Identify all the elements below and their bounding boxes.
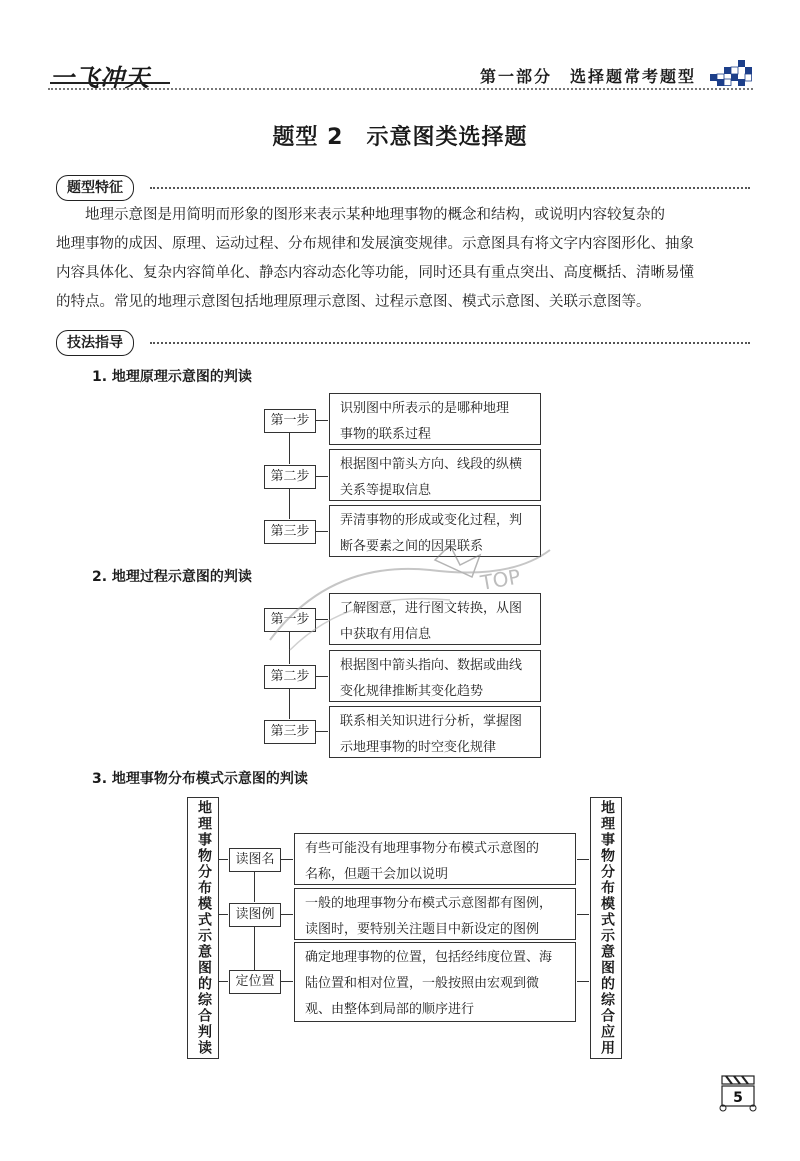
desc-line: 变化规律推断其变化趋势 [340, 684, 484, 699]
paragraph-line: 地理事物的成因、原理、运动过程、分布规律和发展演变规律。示意图具有将文字内容图形化、抽象 [56, 236, 694, 252]
step-box-read-legend: 读图例 [229, 903, 281, 927]
section-dots [150, 187, 750, 189]
step-description-3 [329, 706, 541, 758]
connector-line [577, 914, 589, 915]
section-label-guide: 技法指导 [56, 330, 134, 356]
subsection-title-1: 1. 地理原理示意图的判读 [92, 369, 252, 385]
desc-line: 弄清事物的形成或变化过程，判 [340, 513, 523, 528]
desc-line: 有些可能没有地理事物分布模式示意图的 [305, 841, 540, 856]
connector-line [316, 420, 328, 421]
connector-line [254, 870, 255, 902]
desc-line: 观、由整体到局部的顺序进行 [305, 1002, 475, 1017]
connector-line [577, 981, 589, 982]
connector-line [316, 476, 328, 477]
step-box-1: 第一步 [264, 409, 316, 433]
page-title: 题型 2 示意图类选择题 [272, 125, 528, 150]
connector-line [289, 432, 290, 464]
desc-line: 确定地理事物的位置，包括经纬度位置、海 [305, 950, 553, 965]
step-description-2 [329, 449, 541, 501]
connector-line [281, 914, 293, 915]
watermark-text: TOP [478, 564, 523, 595]
subsection-title-3: 3. 地理事物分布模式示意图的判读 [92, 771, 308, 787]
connector-line [316, 676, 328, 677]
desc-line: 名称，但题干会加以说明 [305, 867, 449, 882]
step-box-read-title: 读图名 [229, 848, 281, 872]
step-description-read-title [294, 833, 576, 885]
desc-line: 关系等提取信息 [340, 483, 432, 498]
desc-line: 断各要素之间的因果联系 [340, 539, 484, 554]
paragraph-line: 地理示意图是用简明而形象的图形来表示某种地理事物的概念和结构，或说明内容较复杂的 [56, 207, 665, 223]
desc-line: 一般的地理事物分布模式示意图都有图例， [305, 896, 553, 911]
checker-icon [708, 60, 752, 86]
connector-line [281, 859, 293, 860]
page-number-badge [718, 1072, 758, 1112]
desc-line: 读图时，要特别关注题目中新设定的图例 [305, 922, 540, 937]
paragraph-line: 内容具体化、复杂内容简单化、静态内容动态化等功能，同时还具有重点突出、高度概括、清晰易懂 [56, 265, 694, 281]
step-description-1 [329, 393, 541, 445]
section-header: 第一部分 选择题常考题型 [480, 67, 697, 86]
step-box-2: 第二步 [264, 465, 316, 489]
section-dots [150, 342, 750, 344]
brand-logo-text: 一飞冲天 [50, 64, 150, 92]
desc-line: 了解图意，进行图文转换，从图 [340, 601, 523, 616]
desc-line: 事物的联系过程 [340, 427, 432, 442]
subsection-title-2: 2. 地理过程示意图的判读 [92, 569, 252, 585]
watermark-logo [250, 540, 570, 670]
header-divider [48, 88, 753, 90]
desc-line: 识别图中所表示的是哪种地理 [340, 401, 510, 416]
step-box-1: 第一步 [264, 608, 316, 632]
connector-line [289, 487, 290, 519]
desc-line: 联系相关知识进行分析，掌握图 [340, 714, 523, 729]
desc-line: 中获取有用信息 [340, 627, 432, 642]
section-label-features: 题型特征 [56, 175, 134, 201]
step-description-locate [294, 942, 576, 1022]
desc-line: 陆位置和相对位置，一般按照由宏观到微 [305, 976, 540, 991]
step-description-read-legend [294, 888, 576, 940]
connector-line [219, 981, 228, 982]
left-vertical-label: 地理事物分布模式示意图的综合判读 [187, 797, 219, 1059]
connector-line [281, 981, 293, 982]
connector-line [219, 859, 228, 860]
desc-line: 示地理事物的时空变化规律 [340, 740, 497, 755]
step-box-2: 第二步 [264, 665, 316, 689]
desc-line: 根据图中箭头指向、数据或曲线 [340, 658, 523, 673]
connector-line [577, 859, 589, 860]
right-vertical-label: 地理事物分布模式示意图的综合应用 [590, 797, 622, 1059]
page-number: 5 [733, 1090, 743, 1106]
step-box-3: 第三步 [264, 520, 316, 544]
step-box-3: 第三步 [264, 720, 316, 744]
desc-line: 根据图中箭头方向、线段的纵横 [340, 457, 523, 472]
connector-line [316, 531, 328, 532]
step-box-locate: 定位置 [229, 970, 281, 994]
connector-line [289, 687, 290, 719]
connector-line [219, 914, 228, 915]
connector-line [316, 731, 328, 732]
connector-line [254, 925, 255, 970]
features-paragraph [56, 201, 756, 317]
paragraph-line: 的特点。常见的地理示意图包括地理原理示意图、过程示意图、模式示意图、关联示意图等。 [56, 294, 651, 310]
